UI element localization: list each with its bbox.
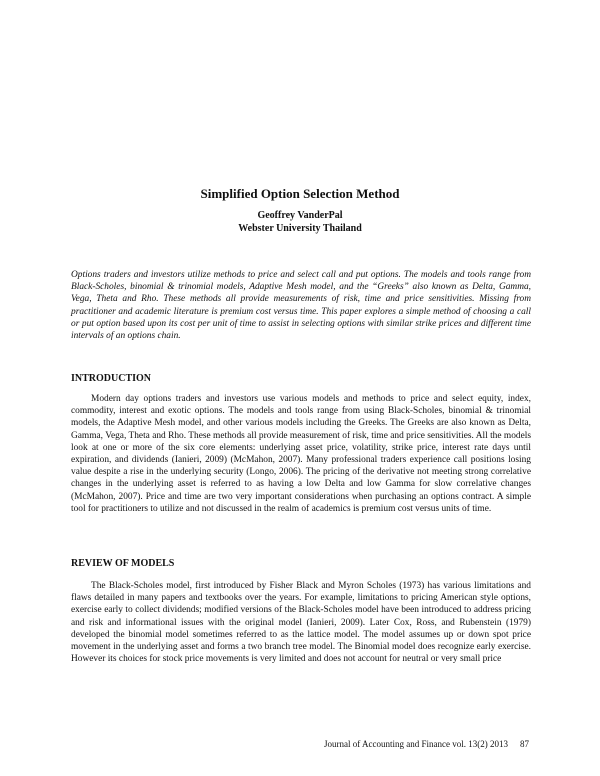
author-affiliation: Webster University Thailand — [238, 223, 362, 234]
section-body-review-of-models: The Black-Scholes model, first introduced by Fisher Black and Myron Scholes (1973) has various limitations and flaws detailed in many papers and textbooks over the years. For example, limitations to pricing American style options, exercise early to collect dividends; modified versions of the Black-Scholes model have been introduced to address pricing and risk and informational issues with the original model (Ianieri, 2009). Later Cox, Ross, and Rubenstein (1979) developed the binomial model sometimes referred to as the lattice model. The model assumes up or down spot price movement in the underlying asset and forms a two branch tree model. The Binomial model does recognize early exercise. However its choices for stock price movements is very limited and does not account for neutral or very small price — [71, 581, 531, 665]
section-body-introduction: Modern day options traders and investors use various models and methods to price and select equity, index, commodity, interest and exotic options. The models and tools range from using Black-Scholes, binomial & trinomial models, the Adaptive Mesh model, and other various models including the Greeks. The Greeks are also known as Delta, Gamma, Vega, Theta and Rho. These methods all provide measurement of risk, time and price sensitivities. All the models look at one or more of the six core elements: underlying asset price, volatility, strike price, interest rate days until expiration, and dividends (Ianieri, 2009) (McMahon, 2007). Many professional traders experience call positions losing value despite a rise in the underlying security (Longo, 2006). The pricing of the derivative not meeting strong correlative changes in the underlying asset is referred to as having a low Delta and low Gamma for slow correlative changes (McMahon, 2007). Price and time are two very important considerations when purchasing an options contract. A simple tool for practitioners to utilize and not discussed in the realm of academics is premium cost versus units of time. — [71, 394, 531, 514]
page-number: 87 — [520, 739, 529, 749]
journal-citation: Journal of Accounting and Finance vol. 13(2) 2013 — [324, 739, 508, 749]
page-footer — [324, 738, 529, 750]
abstract: Options traders and investors utilize methods to price and select call and put options. The models and tools range from Black-Scholes, binomial & trinomial models, Adaptive Mesh model, and the “Greeks” also known as Delta, Gamma, Vega, Theta and Rho. These methods all provide measurements of risk, time and price sensitivities. Missing from practitioner and academic literature is premium cost versus time. This paper explores a simple method of choosing a call or put option based upon its cost per unit of time to assist in selecting options with similar strike prices and different time intervals of an options chain. — [71, 270, 531, 342]
section-heading-review-of-models: REVIEW OF MODELS — [71, 558, 175, 569]
section-heading-introduction: INTRODUCTION — [71, 373, 152, 384]
author-name: Geoffrey VanderPal — [257, 210, 343, 221]
paper-title: Simplified Option Selection Method — [200, 185, 400, 201]
